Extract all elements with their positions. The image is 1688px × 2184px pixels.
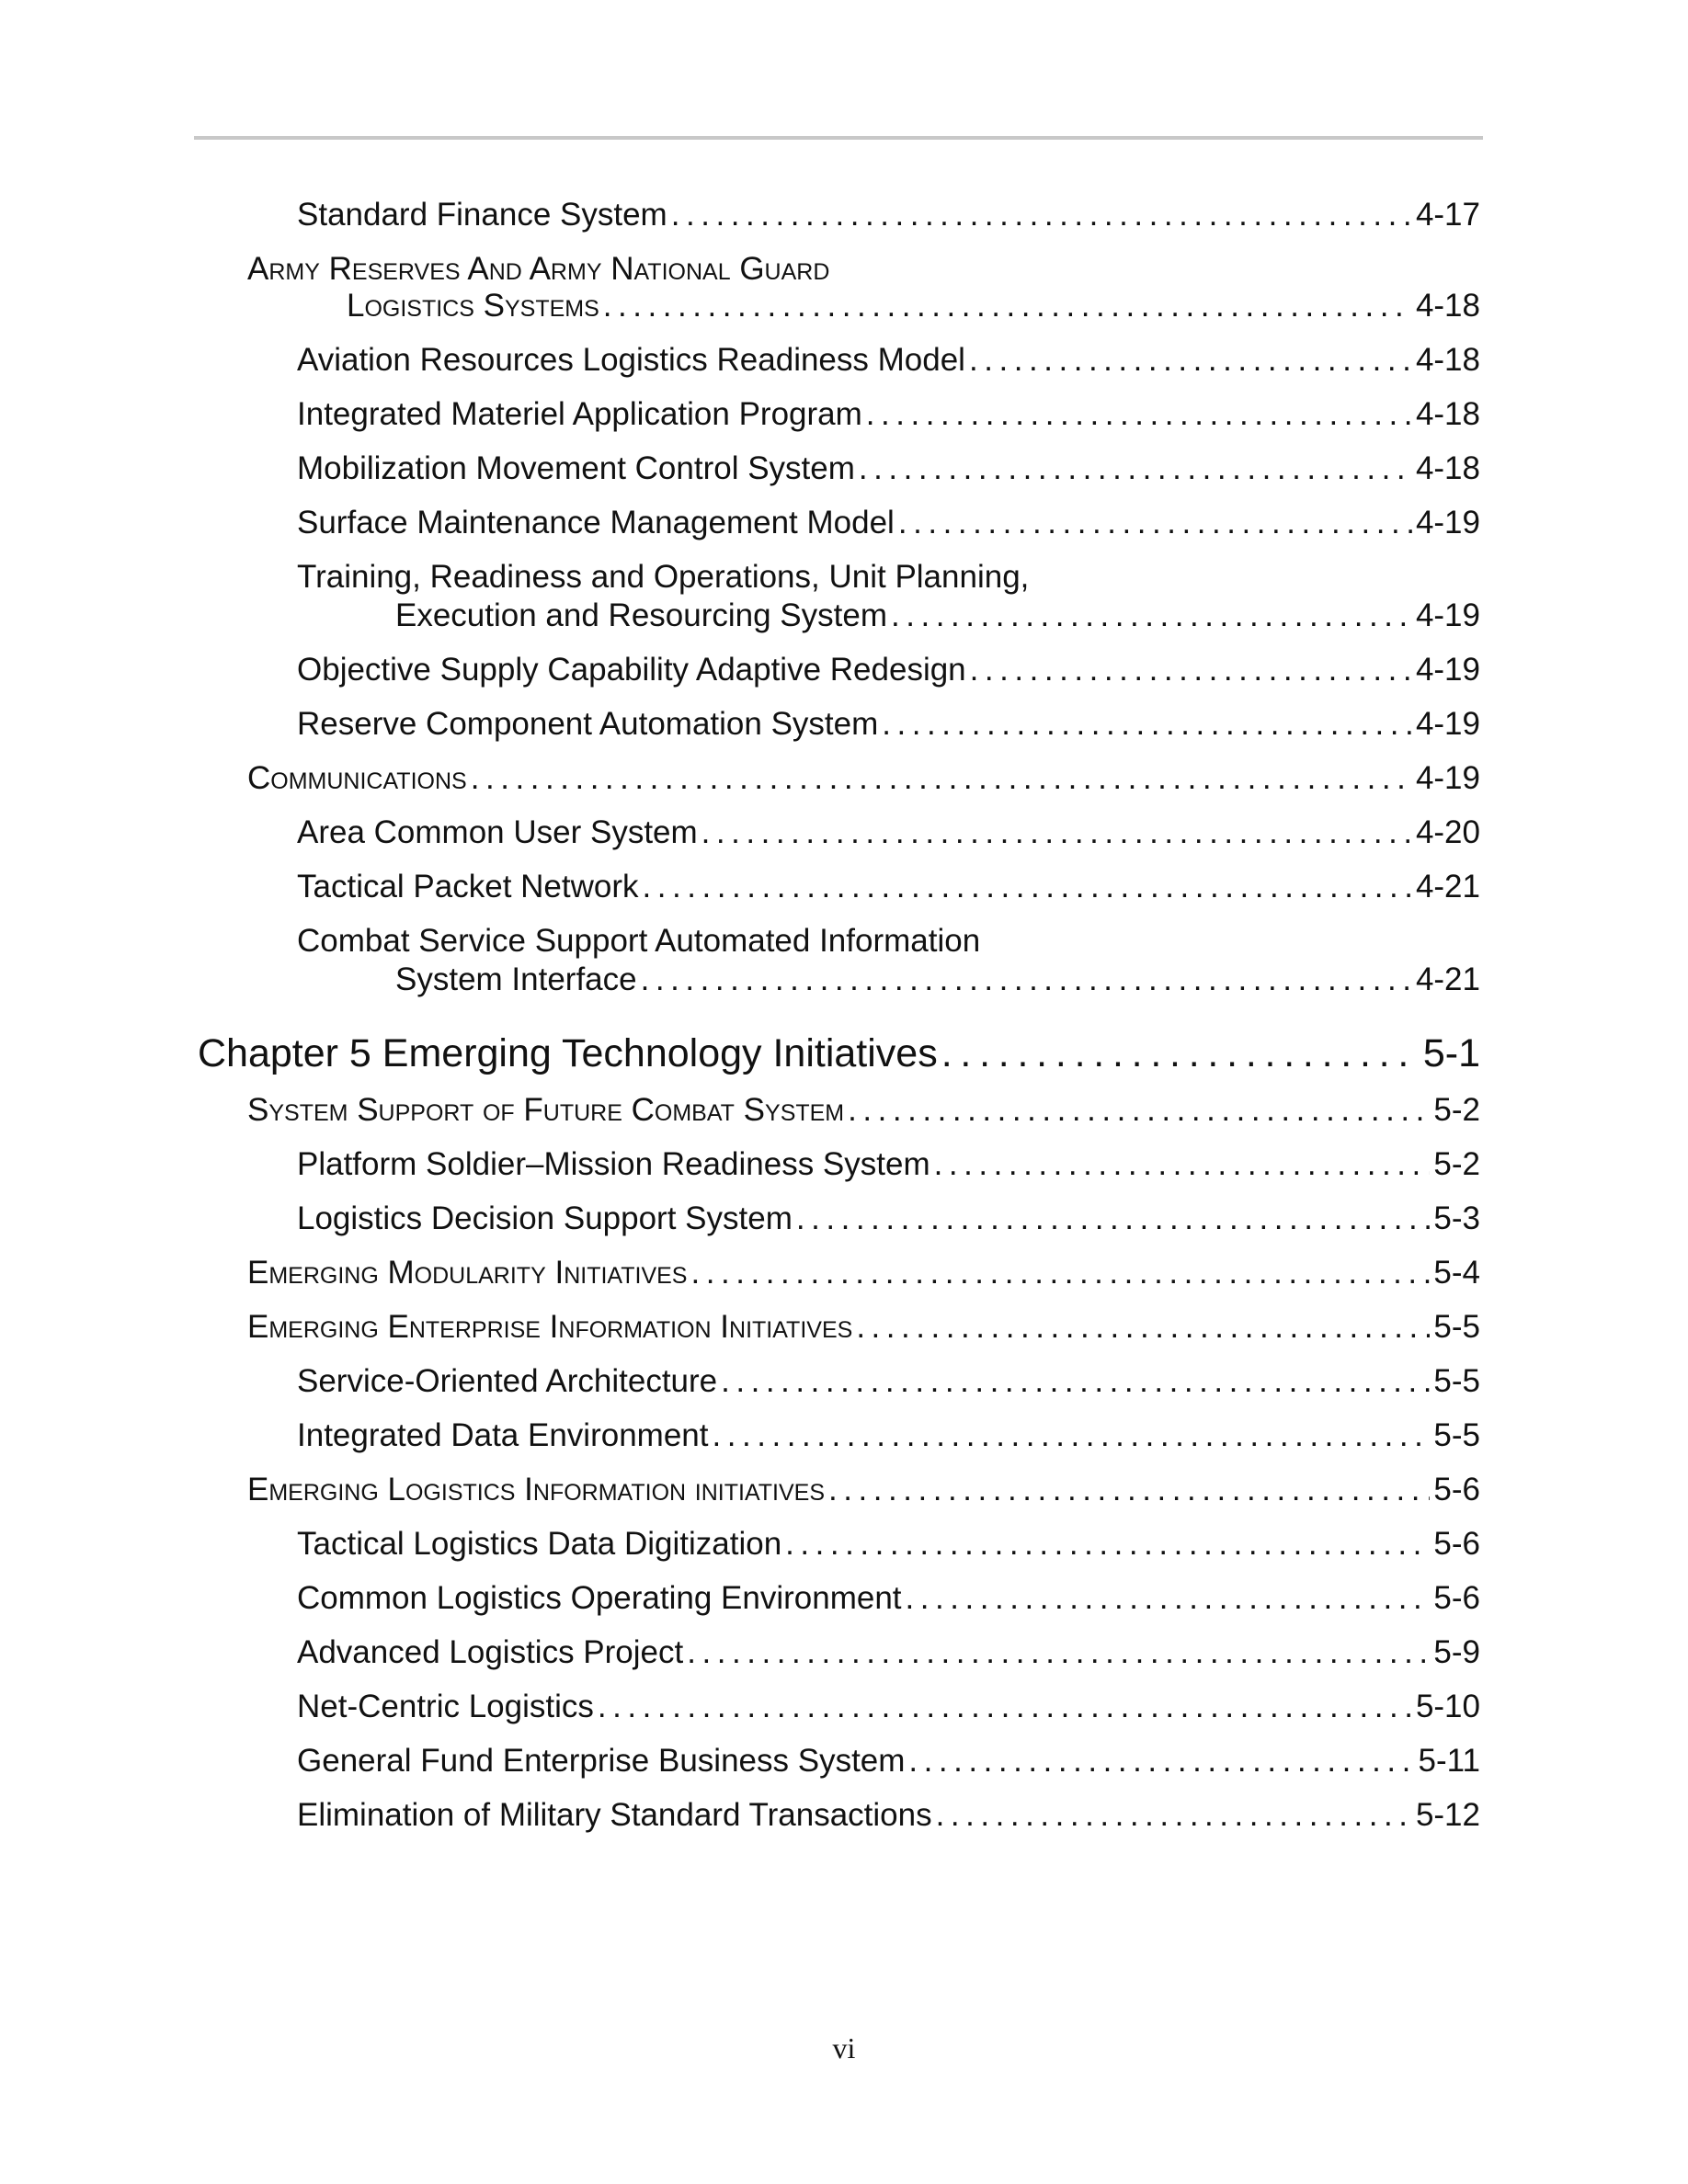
toc-entry-page: 4-21 [1415,961,1480,997]
dot-leader [908,1743,1414,1780]
dot-leader [785,1526,1430,1563]
toc-entry-title: Area Common User System [297,814,698,850]
dot-leader [687,1634,1430,1671]
dot-leader [856,1309,1430,1346]
toc-entry-standard-finance-system[interactable] [297,197,1480,233]
toc-entry-title: Platform Soldier–Mission Readiness System [297,1146,930,1182]
toc-entry-title: Emerging Logistics Information initiatives [247,1472,826,1507]
dot-leader [701,814,1412,851]
toc-entry-gfebs[interactable] [297,1743,1480,1780]
dot-leader [891,597,1412,634]
toc-entry-army-reserves-line1: Army Reserves And Army National Guard [247,251,830,287]
page-number: vi [832,2031,856,2065]
toc-entry-page: 4-19 [1415,652,1480,688]
toc-entry-objective-supply[interactable] [297,652,1480,688]
toc-entry-title: Net-Centric Logistics [297,1689,594,1724]
toc-entry-tactical-logistics[interactable] [297,1526,1480,1563]
toc-entry-title: Tactical Logistics Data Digitization [297,1526,782,1562]
toc-entry-mobilization-movement[interactable] [297,450,1480,487]
dot-leader [882,706,1412,743]
toc-entry-advanced-logistics[interactable] [297,1634,1480,1671]
toc-entry-title: Service-Oriented Architecture [297,1363,718,1399]
toc-entry-milstd[interactable] [297,1797,1480,1834]
dot-leader [603,288,1412,324]
toc-entry-army-reserves-logistics-systems[interactable] [347,288,1480,324]
toc-entry-chapter-5[interactable] [198,1031,1480,1076]
toc-entry-title: Execution and Resourcing System [395,597,887,633]
toc-entry-page: 4-17 [1415,197,1480,233]
toc-entry-title: General Fund Enterprise Business System [297,1743,906,1779]
toc-entry-system-support[interactable] [247,1092,1480,1129]
toc-entry-page: 5-11 [1418,1743,1480,1779]
toc-entry-title: Emerging Enterprise Information Initiatives [247,1309,853,1345]
toc-entry-css-line1: Combat Service Support Automated Information [297,923,981,959]
toc-entry-page: 5-5 [1433,1363,1480,1399]
dot-leader [690,1255,1430,1291]
toc-entry-integrated-data[interactable] [297,1417,1480,1454]
toc-entry-page: 4-21 [1415,869,1480,904]
toc-entry-page: 5-12 [1415,1797,1480,1833]
dot-leader [934,1146,1431,1183]
toc-entry-logistics-information[interactable] [247,1472,1480,1508]
toc-entry-training-line1: Training, Readiness and Operations, Unit Planning, [297,559,1030,595]
dot-leader [941,1031,1420,1076]
toc-entry-page: 5-6 [1433,1526,1480,1562]
toc-entry-title: System Interface [395,961,637,997]
toc-entry-common-logistics[interactable] [297,1580,1480,1617]
toc-entry-title: Logistics Systems [347,288,599,324]
toc-entry-page: 5-6 [1433,1472,1480,1507]
dot-leader [898,505,1412,541]
toc-entry-page: 5-4 [1433,1255,1480,1291]
dot-leader [828,1472,1430,1508]
dot-leader [796,1200,1431,1237]
toc-entry-title: Chapter 5 Emerging Technology Initiatives [198,1031,938,1075]
dot-leader [848,1092,1430,1129]
toc-entry-page: 5-5 [1433,1417,1480,1453]
dot-leader [721,1363,1430,1400]
toc-entry-title: Aviation Resources Logistics Readiness Model [297,342,965,378]
toc-entry-page: 4-18 [1415,342,1480,378]
toc-entry-title: Elimination of Military Standard Transactions [297,1797,932,1833]
toc-entry-page: 4-19 [1415,760,1480,796]
toc-entry-page: 5-6 [1433,1580,1480,1616]
toc-entry-page: 5-9 [1433,1634,1480,1670]
dot-leader [906,1580,1431,1617]
toc-entry-logistics-decision[interactable] [297,1200,1480,1237]
toc-entry-title: Standard Finance System [297,197,667,233]
toc-entry-page: 4-18 [1415,288,1480,324]
toc-entry-page: 5-1 [1422,1031,1480,1075]
toc-entry-training-readiness[interactable] [395,597,1480,634]
toc-entry-area-common-user[interactable] [297,814,1480,851]
toc-entry-title: System Support of Future Combat System [247,1092,845,1128]
toc-entry-modularity[interactable] [247,1255,1480,1291]
dot-leader [866,396,1412,433]
toc-entry-title: Mobilization Movement Control System [297,450,855,486]
toc-entry-integrated-materiel[interactable] [297,396,1480,433]
toc-entry-soa[interactable] [297,1363,1480,1400]
toc-entry-page: 5-10 [1415,1689,1480,1724]
dot-leader [969,342,1412,379]
toc-entry-page: 5-5 [1433,1309,1480,1345]
toc-entry-page: 5-3 [1433,1200,1480,1236]
toc-entry-title: Communications [247,760,467,796]
toc-entry-title: Reserve Component Automation System [297,706,879,742]
toc-entry-page: 5-2 [1433,1146,1480,1182]
toc-entry-title: Common Logistics Operating Environment [297,1580,902,1616]
toc-entry-css-system-interface[interactable] [395,961,1480,998]
toc-entry-title: Surface Maintenance Management Model [297,505,895,540]
dot-leader [671,197,1412,233]
toc-entry-page: 4-20 [1415,814,1480,850]
dot-leader [598,1689,1412,1725]
toc-entry-title: Logistics Decision Support System [297,1200,793,1236]
toc-entry-net-centric[interactable] [297,1689,1480,1725]
dot-leader [936,1797,1412,1834]
toc-entry-title: Objective Supply Capability Adaptive Redesign [297,652,966,688]
toc-entry-page: 4-19 [1415,706,1480,742]
dot-leader [970,652,1412,688]
toc-entry-communications[interactable] [247,760,1480,797]
toc-entry-title: Integrated Materiel Application Program [297,396,862,432]
toc-entry-aviation-resources[interactable] [297,342,1480,379]
toc-entry-page: 4-18 [1415,396,1480,432]
toc-entry-enterprise-information[interactable] [247,1309,1480,1346]
toc-entry-page: 5-2 [1433,1092,1480,1128]
toc-entry-page: 4-18 [1415,450,1480,486]
toc-entry-title: Advanced Logistics Project [297,1634,684,1670]
dot-leader [471,760,1412,797]
toc-entry-page: 4-19 [1415,597,1480,633]
dot-leader [641,961,1412,998]
toc-entry-title: Integrated Data Environment [297,1417,709,1453]
dot-leader [643,869,1412,905]
toc-entry-title: Emerging Modularity Initiatives [247,1255,688,1291]
toc-entry-tactical-packet[interactable] [297,869,1480,905]
toc-entry-reserve-component[interactable] [297,706,1480,743]
toc-entry-platform-soldier[interactable] [297,1146,1480,1183]
toc-entry-surface-maintenance[interactable] [297,505,1480,541]
dot-leader [712,1417,1430,1454]
dot-leader [859,450,1412,487]
toc-entry-page: 4-19 [1415,505,1480,540]
toc-entry-title: Tactical Packet Network [297,869,639,904]
